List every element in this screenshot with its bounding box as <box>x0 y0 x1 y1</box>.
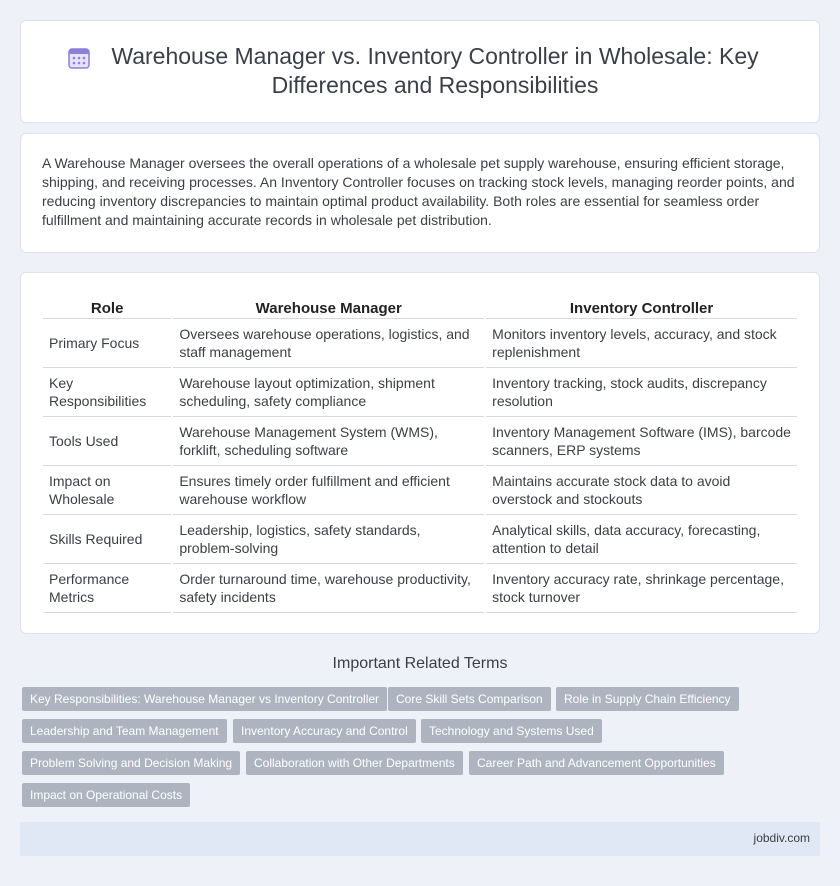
related-term-tag[interactable]: Inventory Accuracy and Control <box>233 719 416 743</box>
warehouse-manager-cell: Order turnaround time, warehouse productivity, safety incidents <box>173 564 484 613</box>
table-header-row <box>43 297 797 319</box>
table-row <box>43 368 797 417</box>
row-label: Impact on Wholesale <box>43 466 171 515</box>
related-term-tag[interactable]: Career Path and Advancement Opportunities <box>469 751 724 775</box>
warehouse-manager-cell: Ensures timely order fulfillment and efficient warehouse workflow <box>173 466 484 515</box>
related-term-tag[interactable]: Core Skill Sets Comparison <box>388 687 551 711</box>
footer <box>20 822 820 856</box>
inventory-controller-cell: Inventory Management Software (IMS), barcode scanners, ERP systems <box>486 417 797 466</box>
warehouse-manager-cell: Oversees warehouse operations, logistics, and staff management <box>173 319 484 368</box>
inventory-controller-cell: Inventory tracking, stock audits, discrepancy resolution <box>486 368 797 417</box>
table-row <box>43 564 797 613</box>
table-row <box>43 466 797 515</box>
page-title: Warehouse Manager vs. Inventory Controller in Wholesale: Key Differences and Responsibilities <box>111 43 759 98</box>
related-term-tag[interactable]: Leadership and Team Management <box>22 719 227 743</box>
related-term-tag[interactable]: Key Responsibilities: Warehouse Manager vs Inventory Controller <box>22 687 387 711</box>
title-card <box>20 20 820 123</box>
inventory-controller-cell: Analytical skills, data accuracy, forecasting, attention to detail <box>486 515 797 564</box>
header-inventory-controller: Inventory Controller <box>486 297 797 319</box>
row-label: Primary Focus <box>43 319 171 368</box>
row-label: Key Responsibilities <box>43 368 171 417</box>
footer-site-link[interactable]: jobdiv.com <box>753 831 810 845</box>
row-label: Performance Metrics <box>43 564 171 613</box>
related-term-tag[interactable]: Collaboration with Other Departments <box>246 751 463 775</box>
table-row <box>43 319 797 368</box>
related-term-tag[interactable]: Technology and Systems Used <box>421 719 602 743</box>
warehouse-manager-cell: Warehouse layout optimization, shipment scheduling, safety compliance <box>173 368 484 417</box>
table-row <box>43 515 797 564</box>
comparison-table <box>41 297 799 613</box>
row-label: Skills Required <box>43 515 171 564</box>
header-role: Role <box>43 297 171 319</box>
comparison-card <box>20 272 820 634</box>
inventory-controller-cell: Maintains accurate stock data to avoid overstock and stockouts <box>486 466 797 515</box>
related-term-tag[interactable]: Problem Solving and Decision Making <box>22 751 240 775</box>
inventory-controller-cell: Monitors inventory levels, accuracy, and stock replenishment <box>486 319 797 368</box>
inventory-controller-cell: Inventory accuracy rate, shrinkage percentage, stock turnover <box>486 564 797 613</box>
warehouse-manager-cell: Leadership, logistics, safety standards, problem-solving <box>173 515 484 564</box>
related-term-tag[interactable]: Impact on Operational Costs <box>22 783 190 807</box>
intro-card <box>20 133 820 253</box>
warehouse-manager-cell: Warehouse Management System (WMS), forklift, scheduling software <box>173 417 484 466</box>
related-term-tag[interactable]: Role in Supply Chain Efficiency <box>556 687 739 711</box>
table-row <box>43 417 797 466</box>
header-warehouse-manager: Warehouse Manager <box>173 297 484 319</box>
related-terms-heading: Important Related Terms <box>332 655 508 672</box>
intro-paragraph: A Warehouse Manager oversees the overall operations of a wholesale pet supply warehouse, ensuring efficient storage, shipping, and receiving processes. An Inventory Controller focuses on tracking stock levels, managing reorder points, and reducing inventory discrepancies to maintain optimal product availability. Both roles are essential for seamless order fulfillment and maintaining accurate records in wholesale pet distribution. <box>42 155 795 228</box>
row-label: Tools Used <box>43 417 171 466</box>
